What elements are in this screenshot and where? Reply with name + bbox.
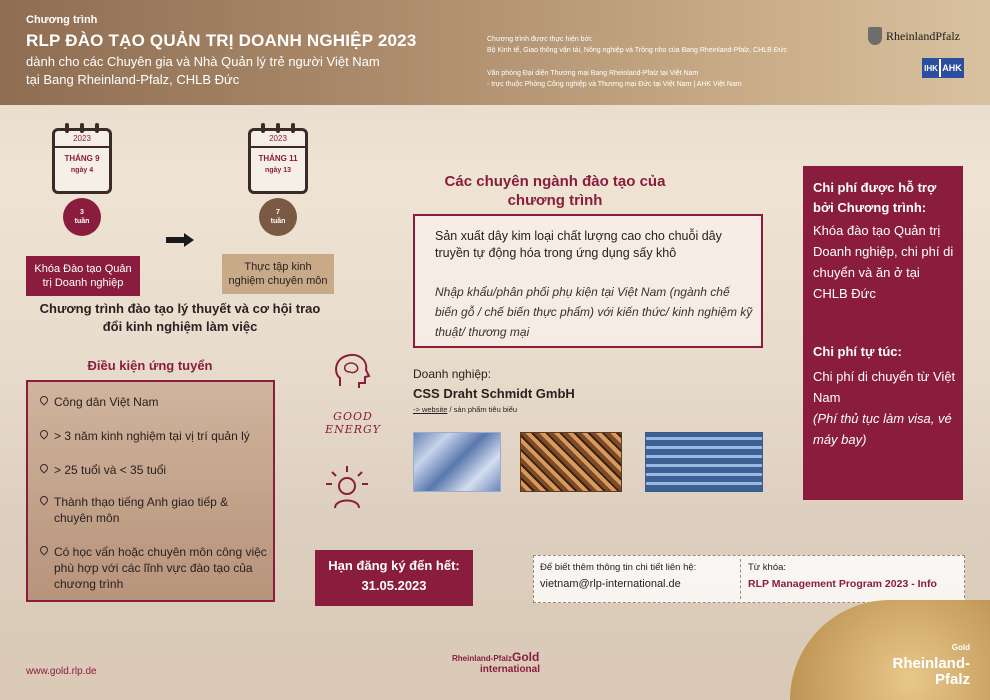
implementer-info: Chương trình được thực hiện bởi: Bộ Kinh tế, Giao thông vận tải, Nông nghiệp và Trồng nho của Bang Rheinland-Pfalz, CHLB Đức <box>487 36 788 54</box>
list-item: > 25 tuổi và < 35 tuổi <box>40 462 270 478</box>
supported-cost-text: Khóa đào tạo Quản trị Doanh nghiệp, chi phí di chuyển và ăn ở tại CHLB Đức <box>813 223 954 301</box>
company-label: Doanh nghiệp: <box>413 367 492 381</box>
contact-email[interactable]: vietnam@rlp-international.de <box>540 578 681 590</box>
product-image-mesh-steel <box>645 432 763 492</box>
calendar-icon-internship: 2023 THÁNG 11 ngày 13 <box>248 128 308 194</box>
pin-icon <box>38 544 49 555</box>
arrow-right-icon <box>166 233 194 247</box>
supported-cost-title: Chi phí được hỗ trợ bởi Chương trình: <box>813 180 937 215</box>
timeline-caption: Chương trình đào tạo lý thuyết và cơ hội trao đổi kinh nghiệm làm việc <box>39 301 321 334</box>
keyword-value: RLP Management Program 2023 - Info <box>748 578 937 590</box>
keyword-label: Từ khóa: <box>748 562 787 573</box>
self-cost-note: (Phí thủ tục làm visa, vé máy bay) <box>813 411 952 447</box>
list-item: Có học vấn hoặc chuyên môn công việc phù hợp với các lĩnh vực đào tạo của chương trình <box>40 544 270 592</box>
contact-box <box>533 555 965 603</box>
pin-icon <box>38 462 49 473</box>
idea-person-icon <box>322 462 372 512</box>
fields-box <box>413 214 763 348</box>
pin-icon <box>38 494 49 505</box>
self-cost-title: Chi phí tự túc: <box>813 344 902 359</box>
contact-divider <box>740 559 741 599</box>
list-item: Thành thạo tiếng Anh giao tiếp & chuyên môn <box>40 494 270 526</box>
requirements-box <box>26 380 275 602</box>
fields-title: Các chuyên ngành đào tạo của chương trình <box>444 173 666 209</box>
website-link[interactable]: -> website <box>413 405 448 414</box>
brain-head-icon <box>330 350 374 394</box>
program-location: tại Bang Rheinland-Pfalz, CHLB Đức <box>26 72 240 87</box>
corner-rlp-gold-logo: Gold Rheinland- Pfalz <box>892 643 970 688</box>
product-image-mesh-blue <box>413 432 501 492</box>
footer-url[interactable]: www.gold.rlp.de <box>26 666 97 677</box>
program-title: RLP ĐÀO TẠO QUẢN TRỊ DOANH NGHIỆP 2023 <box>26 31 417 50</box>
course-label: Khóa Đào tạo Quản trị Doanh nghiệp <box>26 256 140 296</box>
field-secondary: Nhập khẩu/phân phối phụ kiện tại Việt Nam (ngành chế biến gỗ / chế biến thực phẩm) với kiến thức/ kinh nghiệm kỹ thuật/ thương mại <box>435 285 753 339</box>
requirements-title: Điều kiện ứng tuyển <box>87 358 213 373</box>
program-subtitle: dành cho các Chuyên gia và Nhà Quản lý trẻ người Việt Nam <box>26 54 380 69</box>
duration-badge-internship: 7 tuần <box>259 198 297 236</box>
field-main: Sản xuất dây kim loại chất lượng cao cho chuỗi dây truyền tự động hóa trong ứng dụng sấy khô <box>435 229 722 260</box>
list-item: Công dân Việt Nam <box>40 394 270 410</box>
office-info: Văn phòng Đại diện Thương mại Bang Rheinland-Pfalz tại Việt Nam - trực thuộc Phòng Công nghiệp và Thương mại Đức tại Việt Nam | AHK Việt Nam <box>487 70 742 88</box>
good-energy-text: GOOD ENERGY <box>325 410 381 436</box>
pin-icon <box>38 428 49 439</box>
rlp-logo: RheinlandPfalz <box>868 26 968 46</box>
product-image-mesh-copper <box>520 432 622 492</box>
cost-panel <box>803 166 963 500</box>
gold-international-logo: Rheinland-PfalzGold international <box>452 650 541 675</box>
duration-badge-course: 3 tuần <box>63 198 101 236</box>
company-name: CSS Draht Schmidt GmbH <box>413 386 575 401</box>
contact-intro: Để biết thêm thông tin chi tiết liên hệ: <box>540 562 697 573</box>
self-cost-text: Chi phí di chuyển từ Việt Nam <box>813 369 956 405</box>
internship-label: Thực tập kinh nghiệm chuyên môn <box>222 254 334 294</box>
list-item: > 3 năm kinh nghiệm tại vị trí quản lý <box>40 428 270 444</box>
calendar-icon-start: 2023 THÁNG 9 ngày 4 <box>52 128 112 194</box>
ahk-logo: IHK AHK <box>922 58 964 78</box>
pin-icon <box>38 394 49 405</box>
company-links: -> website / sản phẩm tiêu biểu <box>413 405 518 414</box>
crest-icon <box>868 27 882 45</box>
program-kicker: Chương trình <box>26 14 98 26</box>
deadline-box: Hạn đăng ký đến hết: 31.05.2023 <box>315 550 473 606</box>
